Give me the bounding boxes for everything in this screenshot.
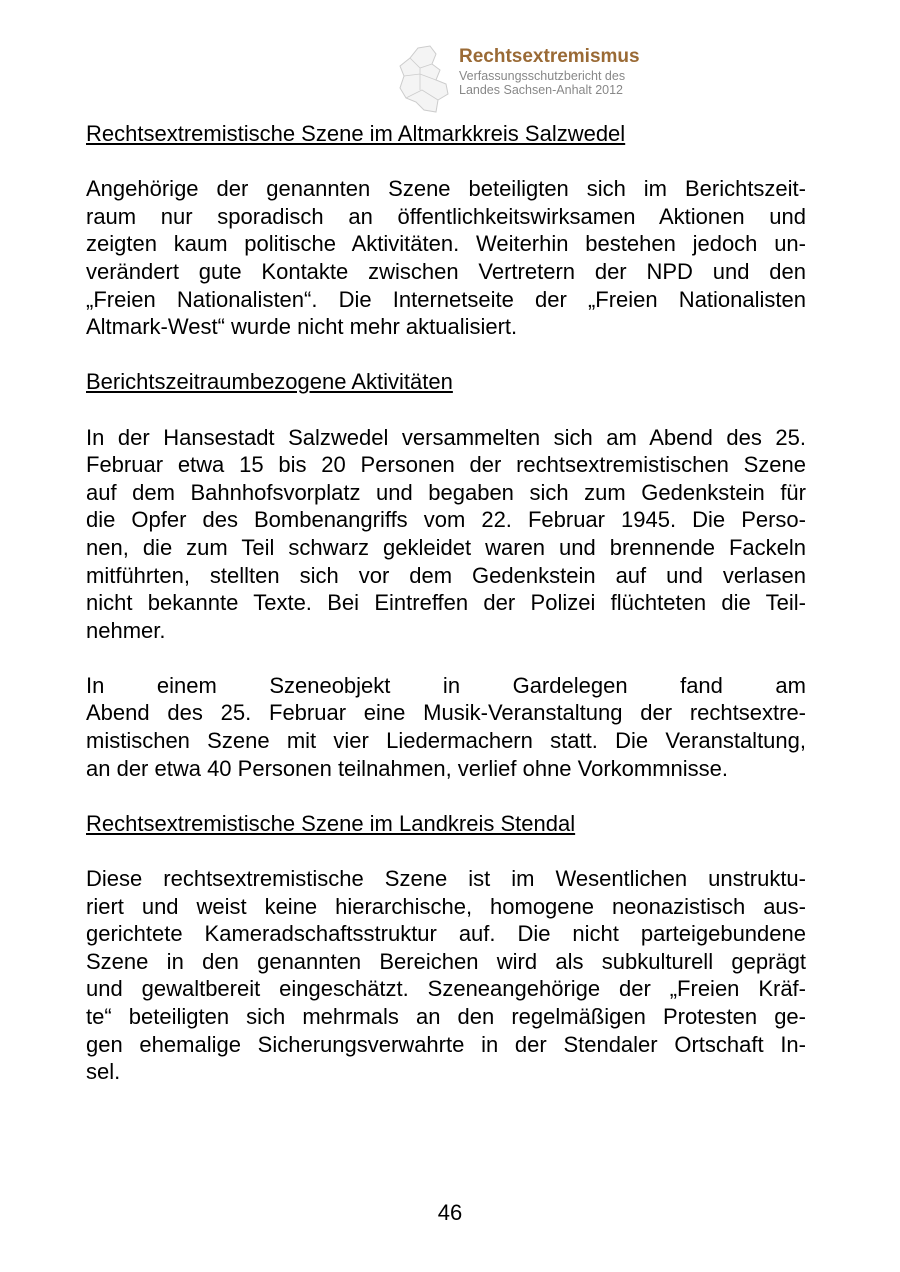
text-line: an der etwa 40 Personen teilnahmen, verlief ohne Vorkommnisse.	[86, 755, 729, 781]
section-heading: Berichtszeitraumbezogene Aktivitäten	[86, 369, 453, 395]
text-line: In der Hansestadt Salzwedel versammelten sich am Abend des 25.	[86, 424, 806, 450]
text-line: mitführten, stellten sich vor dem Gedenkstein auf und verlasen	[86, 562, 806, 588]
page-number: 46	[437, 1200, 463, 1225]
text-line: gen ehemalige Sicherungsverwahrte in der Stendaler Ortschaft In-	[86, 1031, 806, 1057]
text-line: Diese rechtsextremistische Szene ist im Wesentlichen unstruktu-	[86, 866, 806, 892]
text-line: Abend des 25. Februar eine Musik-Veranstaltung der rechtsextre-	[86, 700, 806, 726]
paragraph	[86, 865, 806, 1086]
text-line: nehmer.	[86, 617, 166, 643]
text-line: sel.	[86, 1059, 121, 1085]
header-title: Rechtsextremismus	[459, 46, 640, 67]
text-line: auf dem Bahnhofsvorplatz und begaben sich zum Gedenkstein für	[86, 479, 806, 505]
text-line: mistischen Szene mit vier Liedermachern statt. Die Veranstaltung,	[86, 728, 806, 754]
text-line: „Freien Nationalisten“. Die Internetseite der „Freien Nationalisten	[86, 286, 806, 312]
section-heading: Rechtsextremistische Szene im Altmarkkreis Salzwedel	[86, 121, 626, 146]
header-subtitle: Verfassungsschutzbericht des	[459, 69, 626, 83]
header-subtitle: Landes Sachsen-Anhalt 2012	[459, 83, 624, 97]
document-body	[86, 120, 806, 1086]
section-heading: Rechtsextremistische Szene im Landkreis Stendal	[86, 810, 576, 836]
paragraph	[86, 175, 806, 341]
text-line: verändert gute Kontakte zwischen Vertretern der NPD und den	[86, 258, 806, 284]
paragraph	[86, 424, 806, 645]
paragraph	[86, 672, 806, 782]
text-line: nicht bekannte Texte. Bei Eintreffen der Polizei flüchteten die Teil-	[86, 590, 806, 616]
text-line: Angehörige der genannten Szene beteiligten sich im Berichtszeit-	[86, 176, 806, 202]
text-line: In einem Szeneobjekt in Gardelegen fand am	[86, 672, 806, 698]
text-line: te“ beteiligten sich mehrmals an den regelmäßigen Protesten ge-	[86, 1004, 806, 1029]
text-line: Februar etwa 15 bis 20 Personen der rechtsextremistischen Szene	[86, 452, 806, 478]
text-line: riert und weist keine hierarchische, homogene neonazistisch aus-	[86, 893, 806, 919]
text-line: zeigten kaum politische Aktivitäten. Weiterhin bestehen jedoch un-	[86, 231, 806, 257]
saxony-anhalt-map-logo	[396, 44, 456, 116]
text-line: und gewaltbereit eingeschätzt. Szeneangehörige der „Freien Kräf-	[86, 976, 806, 1002]
text-line: die Opfer des Bombenangriffs vom 22. Februar 1945. Die Perso-	[86, 507, 806, 533]
report-header	[396, 44, 676, 116]
text-line: gerichtete Kameradschaftsstruktur auf. Die nicht parteigebundene	[86, 921, 806, 947]
text-line: nen, die zum Teil schwarz gekleidet waren und brennende Fackeln	[86, 534, 806, 560]
text-line: Altmark-West“ wurde nicht mehr aktualisiert.	[86, 314, 518, 340]
text-line: Szene in den genannten Bereichen wird als subkulturell geprägt	[86, 948, 806, 974]
text-line: raum nur sporadisch an öffentlichkeitswirksamen Aktionen und	[86, 203, 806, 229]
